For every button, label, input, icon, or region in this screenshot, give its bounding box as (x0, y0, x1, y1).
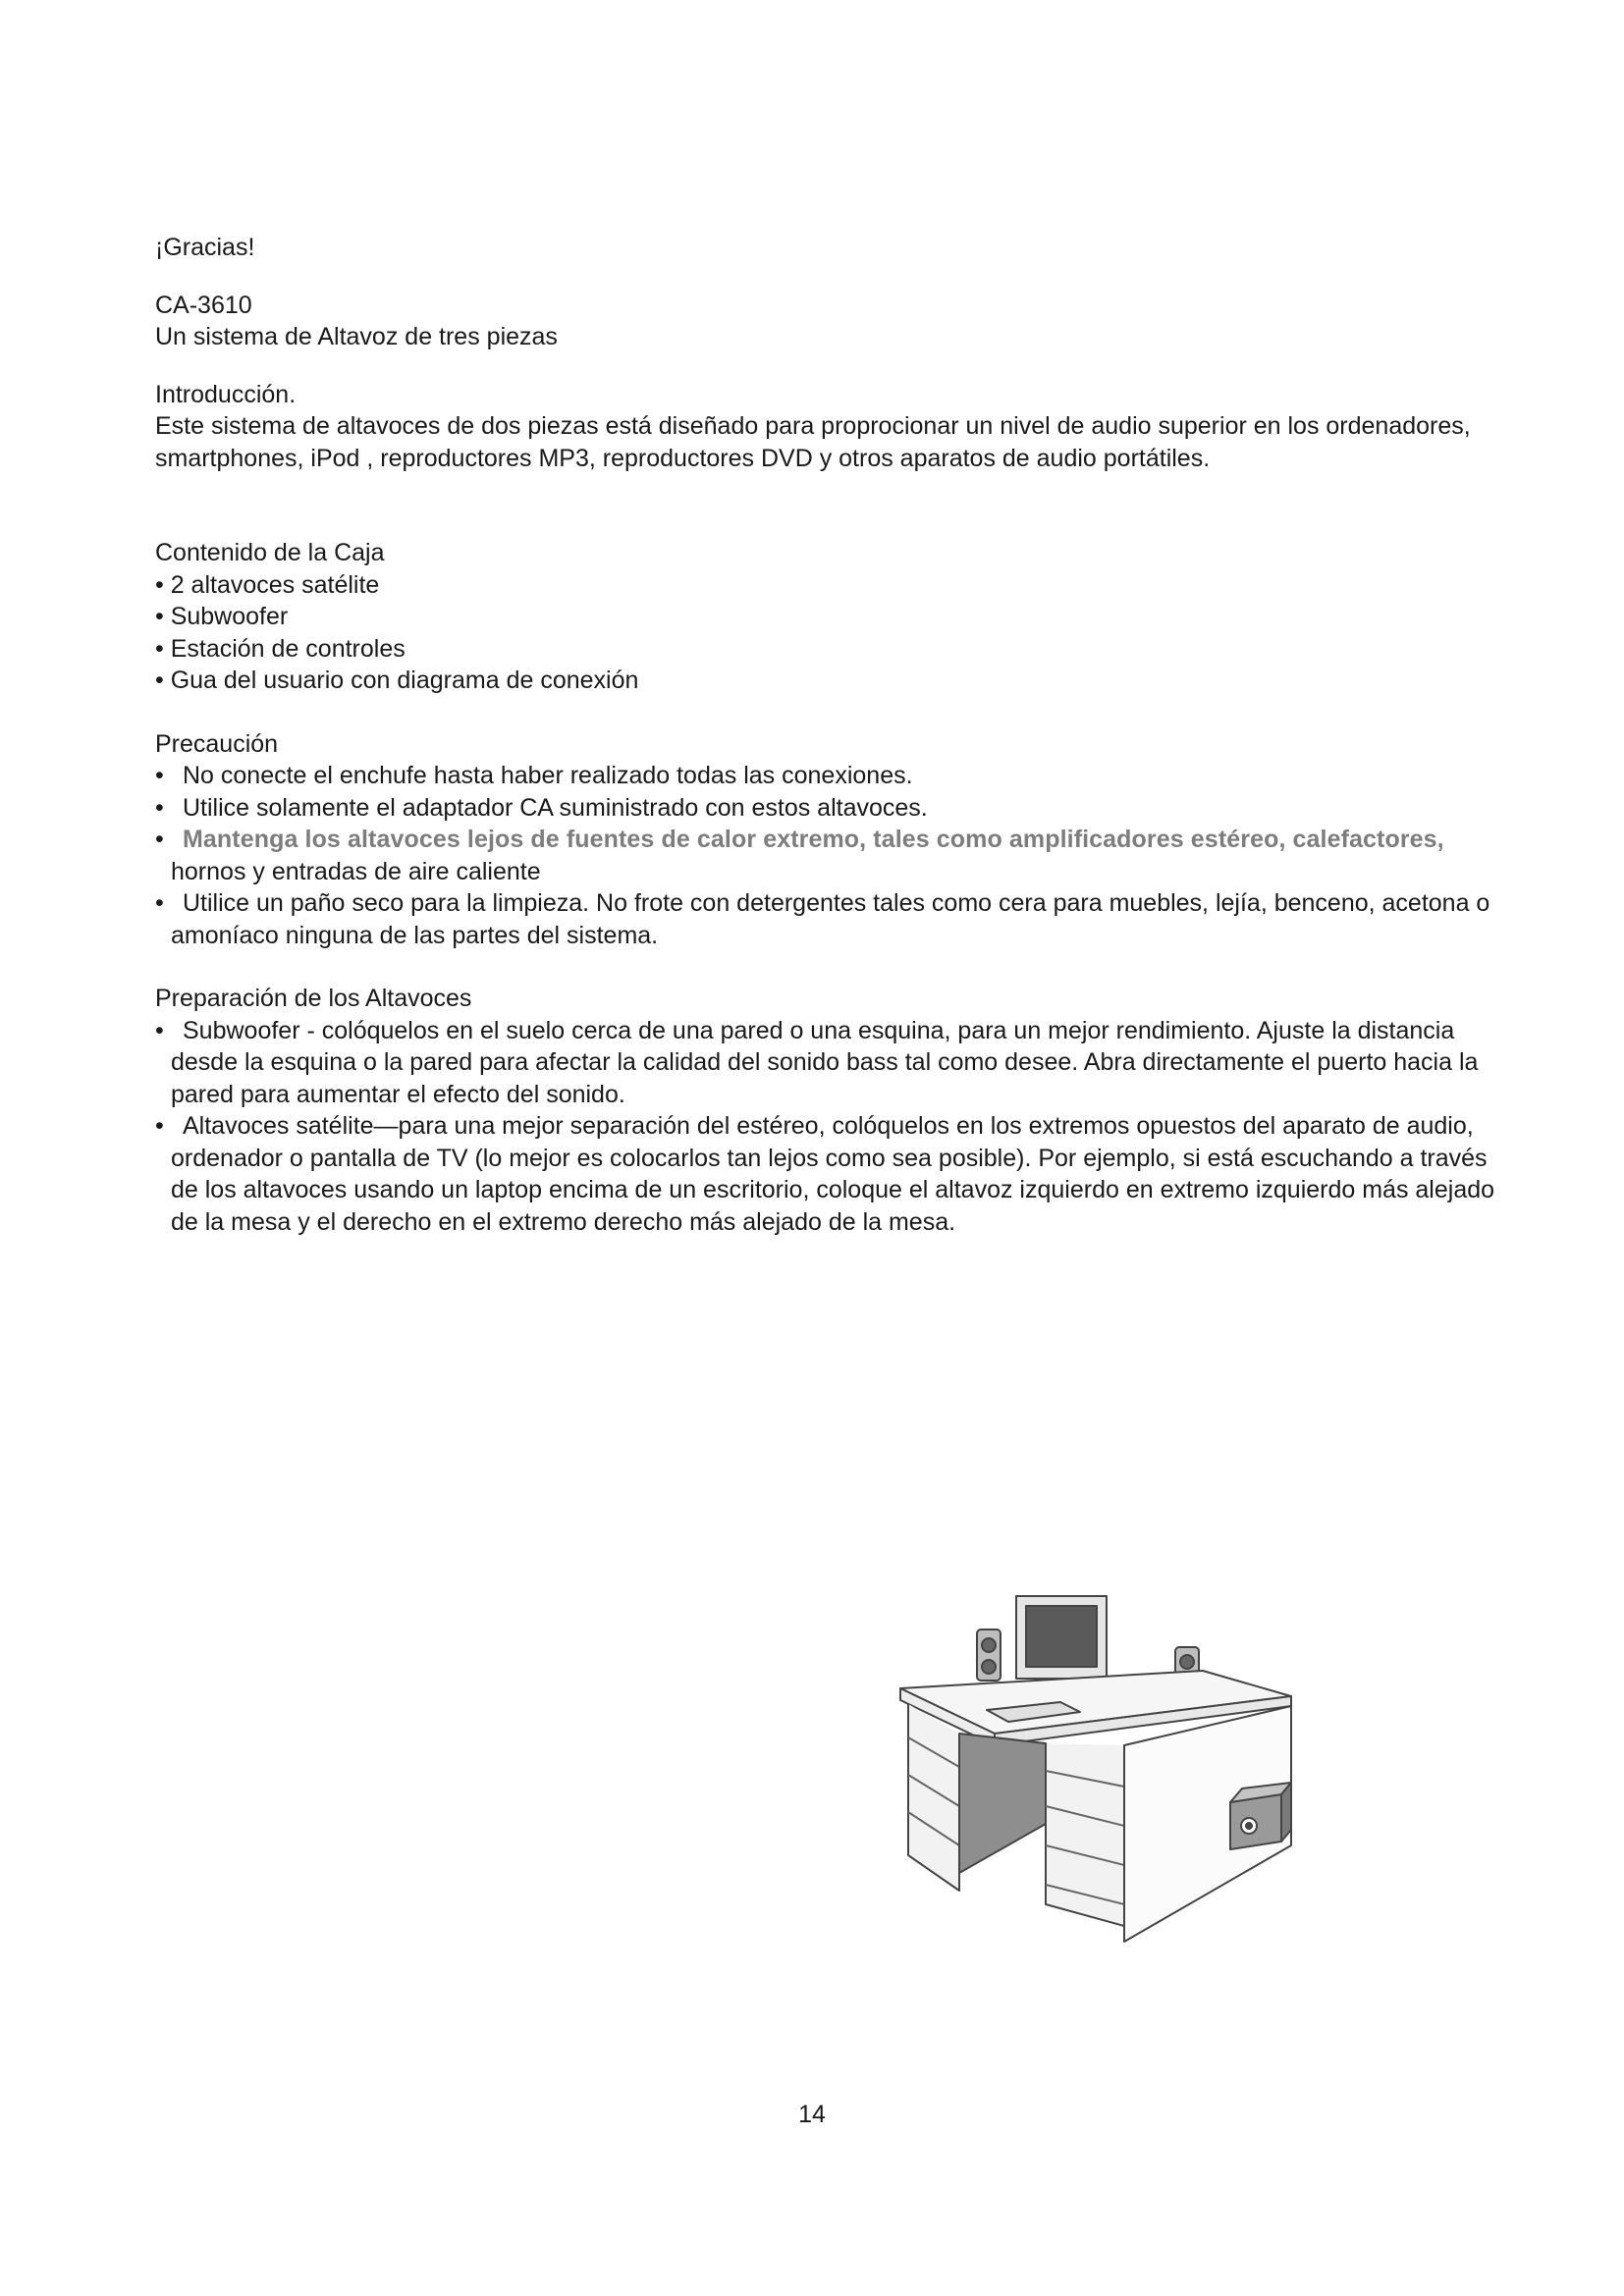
setup-section (155, 983, 1510, 1238)
list-item-continuation: hornos y entradas de aire caliente (171, 857, 541, 885)
box-contents-list (155, 569, 1510, 697)
intro-text: Este sistema de altavoces de dos piezas está diseñado para proprocionar un nivel de audio superior en los ordenadores, smartphones, iPod , reproductores MP3, reproductores DVD y otros aparatos de audio portátiles. (155, 412, 1471, 472)
list-item: • Estación de controles (155, 633, 1510, 666)
model-number: CA-3610 (155, 291, 252, 319)
list-item (155, 824, 1510, 887)
caution-heading: Precaución (155, 729, 279, 758)
thanks-text: ¡Gracias! (155, 234, 255, 261)
list-item-text: Utilice solamente el adaptador CA suministrado con estos altavoces. (183, 793, 928, 822)
caution-list (155, 760, 1510, 951)
setup-heading: Preparación de los Altavoces (155, 985, 472, 1012)
setup-list (155, 1015, 1510, 1239)
list-item (155, 1015, 1510, 1111)
list-item-text: Altavoces satélite—para una mejor separación del estéreo, colóquelos en los extremos opuestos del aparato de audio, ordenador o pantalla de TV (lo mejor es colocarlos tan lejos como sea posible). Por ejemplo, si está escuchando a través de los altavoces usando un laptop encima de un escritorio, coloque el altavoz izquierdo en extremo izquierdo más alejado de la mesa y el derecho en el extremo derecho más alejado de la mesa. (171, 1112, 1495, 1236)
box-contents-section (155, 537, 1510, 697)
page-content (155, 232, 1510, 1238)
list-item-text: Mantenga los altavoces lejos de fuentes de calor extremo, tales como amplificadores estéreo, calefactores, (183, 826, 1444, 853)
caution-section (155, 728, 1510, 952)
list-item (155, 760, 1510, 792)
desk-speaker-illustration (879, 1561, 1330, 1973)
list-item (155, 792, 1510, 825)
list-item-text: Subwoofer - colóquelos en el suelo cerca de una pared o una esquina, para un mejor rendimiento. Ajuste la distancia desde la esquina o la pared para afectar la calidad del sonido bass tal como desee. Abra directamente el puerto hacia la pared para aumentar el efecto del sonido. (171, 1016, 1479, 1108)
list-item-text: Utilice un paño seco para la limpieza. No frote con detergentes tales como cera para muebles, lejía, benceno, acetona o amoníaco ninguna de las partes del sistema. (171, 889, 1490, 949)
list-item: • Gua del usuario con diagrama de conexión (155, 665, 1510, 697)
intro-section (155, 379, 1510, 475)
intro-heading: Introducción. (155, 380, 297, 408)
list-item-text: No conecte el enchufe hasta haber realizado todas las conexiones. (183, 762, 913, 789)
list-item: • 2 altavoces satélite (155, 569, 1510, 602)
list-item: • Subwoofer (155, 601, 1510, 633)
page-number: 14 (798, 2101, 826, 2128)
list-item (155, 1110, 1510, 1238)
product-subtitle: Un sistema de Altavoz de tres piezas (155, 323, 558, 350)
list-item (155, 887, 1510, 951)
box-contents-heading: Contenido de la Caja (155, 539, 385, 566)
